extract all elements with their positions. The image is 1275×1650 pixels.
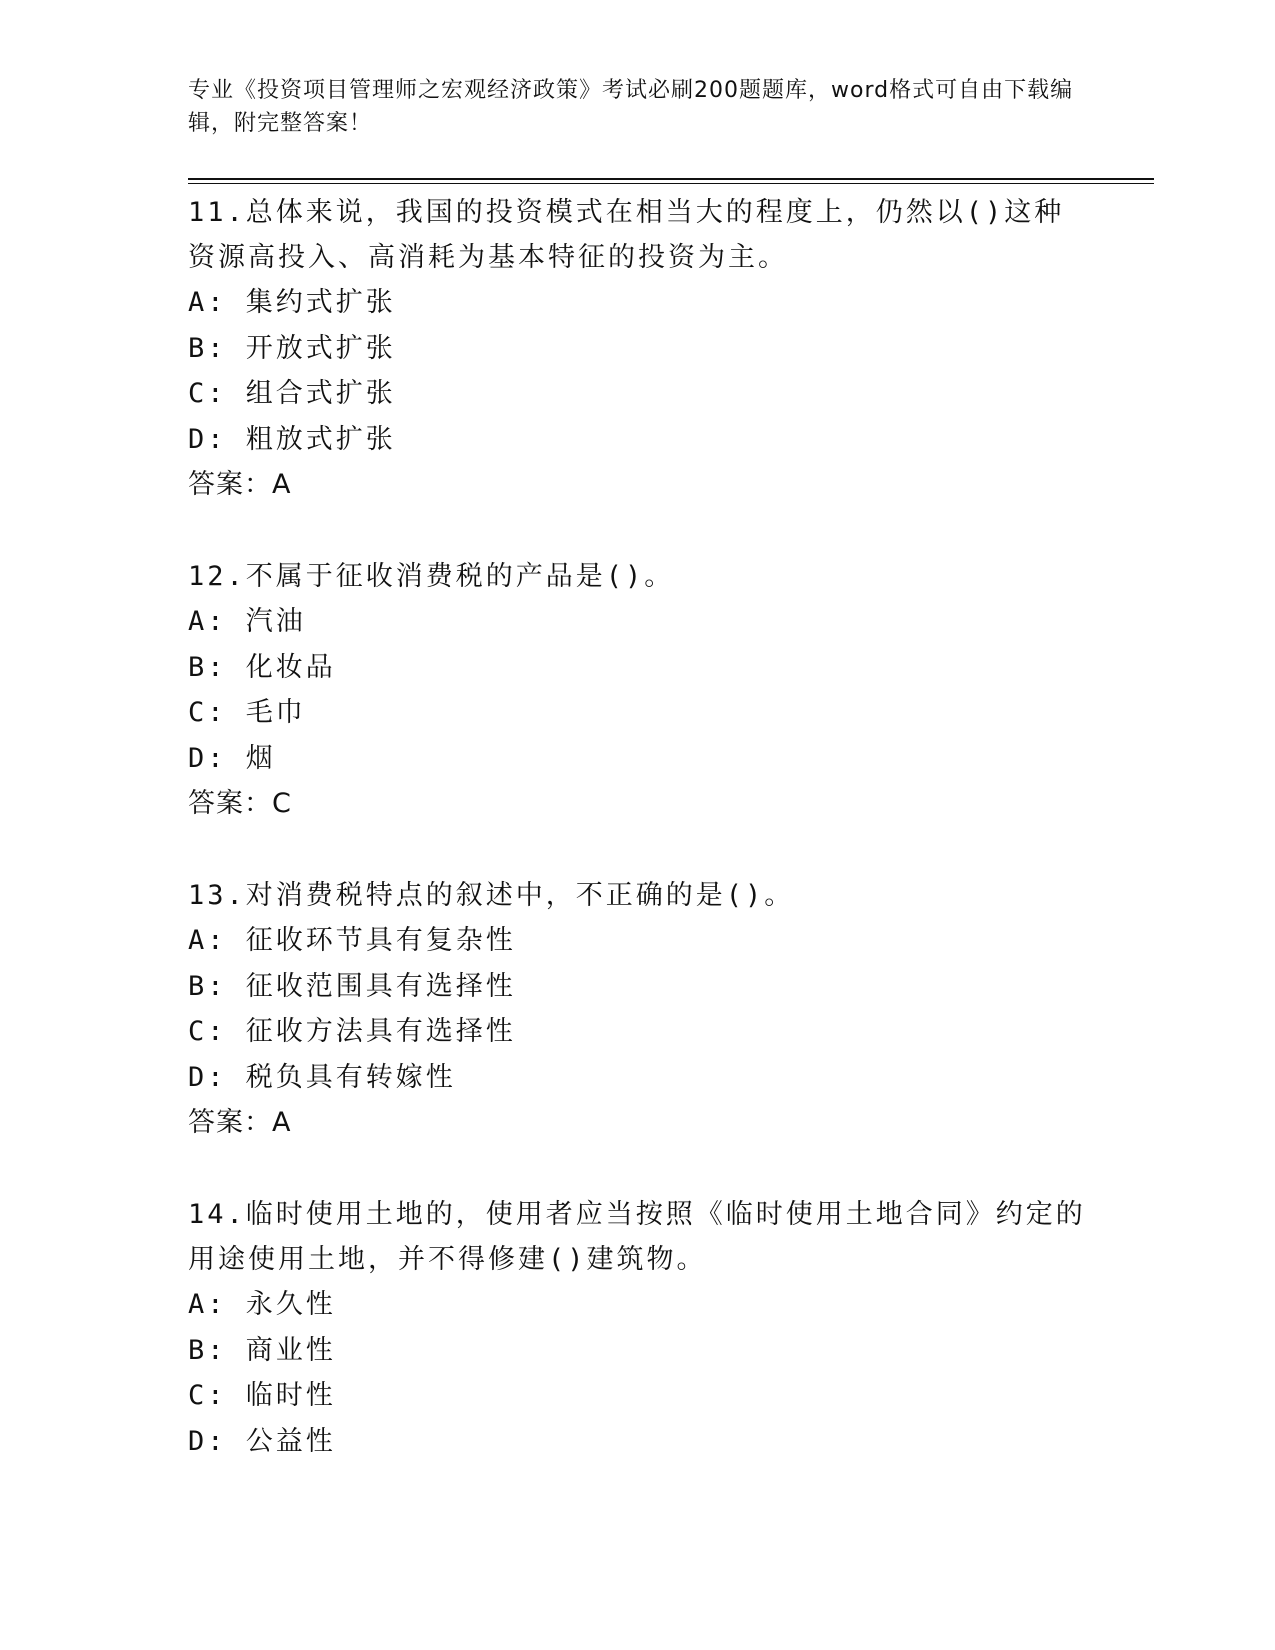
option-b: B: 征收范围具有选择性 [188, 970, 516, 1002]
option-d: D: 烟 [188, 742, 276, 774]
option-d: D: 粗放式扩张 [188, 423, 396, 455]
option-c: C: 毛巾 [188, 697, 306, 728]
question-item [188, 190, 1088, 507]
question-item [188, 873, 1088, 1145]
option-b: B: 商业性 [188, 1334, 336, 1366]
option-c: C: 临时性 [188, 1380, 336, 1411]
option-c: C: 组合式扩张 [188, 378, 396, 409]
option-b: B: 开放式扩张 [188, 332, 396, 364]
option-a: A: 征收环节具有复杂性 [188, 925, 516, 956]
document-header: 专业《投资项目管理师之宏观经济政策》考试必刷200题题库，word格式可自由下载编辑，附完整答案！ [188, 78, 1074, 136]
question-item [188, 554, 1088, 826]
question-stem: 12.不属于征收消费税的产品是()。 [188, 561, 675, 592]
question-stem: 14.临时使用土地的，使用者应当按照《临时使用土地合同》约定的用途使用土地，并不得修建()建筑物。 [188, 1199, 1086, 1275]
answer-line: 答案：C [188, 788, 292, 819]
header-divider-thick [188, 178, 1154, 180]
question-stem: 13.对消费税特点的叙述中，不正确的是()。 [188, 880, 795, 911]
option-a: A: 永久性 [188, 1289, 336, 1320]
question-list [188, 190, 1088, 1511]
question-item [188, 1192, 1088, 1464]
option-a: A: 集约式扩张 [188, 287, 396, 318]
option-d: D: 税负具有转嫁性 [188, 1061, 456, 1093]
option-d: D: 公益性 [188, 1425, 336, 1457]
answer-line: 答案：A [188, 469, 292, 500]
question-stem: 11.总体来说，我国的投资模式在相当大的程度上，仍然以()这种资源高投入、高消耗为基本特征的投资为主。 [188, 197, 1065, 273]
answer-line: 答案：A [188, 1107, 292, 1138]
option-c: C: 征收方法具有选择性 [188, 1016, 516, 1047]
header-divider-thin [188, 183, 1154, 184]
option-a: A: 汽油 [188, 606, 306, 637]
option-b: B: 化妆品 [188, 651, 336, 683]
